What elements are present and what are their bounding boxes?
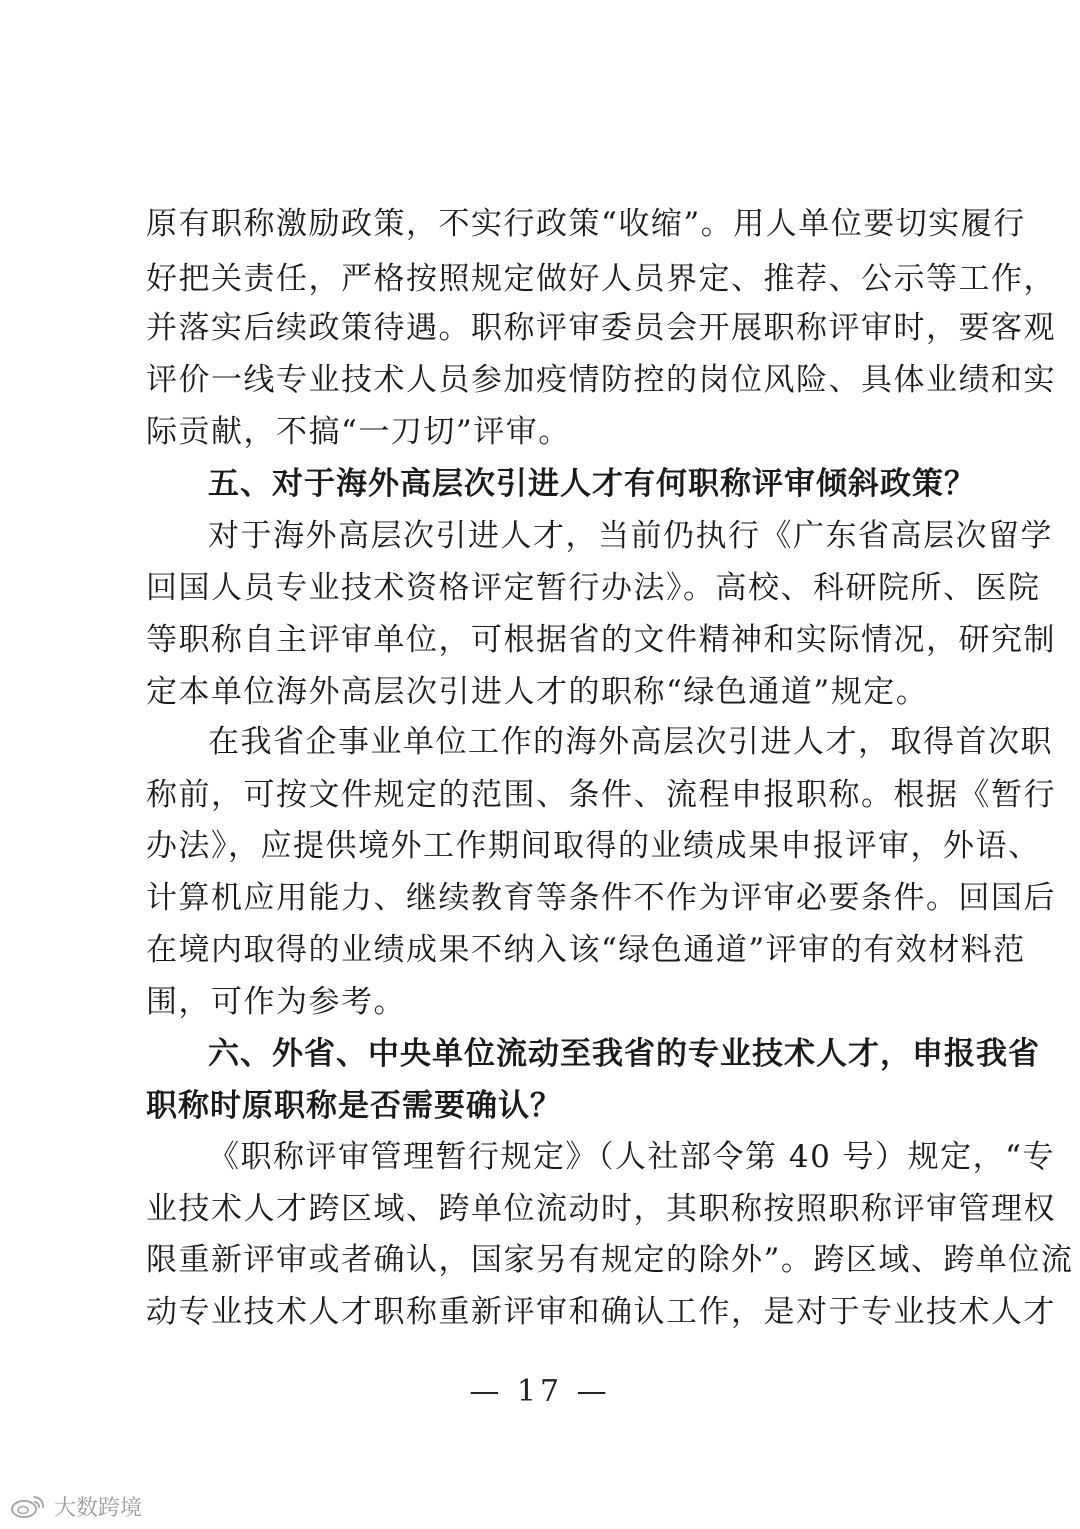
section-heading-6: 六、外省、中央单位流动至我省的专业技术人才，申报我省 (208, 1036, 1040, 1072)
section-heading-6-cont: 职称时原职称是否需要确认？ (146, 1088, 562, 1124)
body-line: 《职称评审管理暂行规定》（人社部令第 40 号）规定，“专 (208, 1139, 1055, 1175)
body-line: 围，可作为参考。 (146, 984, 406, 1020)
section-heading-5: 五、对于海外高层次引进人才有何职称评审倾斜政策？ (208, 466, 976, 502)
body-line: 计算机应用能力、继续教育等条件不作为评审必要条件。回国后 (146, 880, 1056, 916)
body-line: 业技术人才跨区域、跨单位流动时，其职称按照职称评审管理权 (146, 1191, 1056, 1227)
body-line: 称前，可按文件规定的范围、条件、流程申报职称。根据《暂行 (146, 777, 1056, 813)
body-line: 在我省企事业单位工作的海外高层次引进人才，取得首次职 (208, 724, 1053, 760)
body-line: 并落实后续政策待遇。职称评审委员会开展职称评审时，要客观 (146, 310, 1056, 346)
body-line: 原有职称激励政策，不实行政策“收缩”。用人单位要切实履行 (146, 206, 1026, 242)
body-line: 办法》，应提供境外工作期间取得的业绩成果申报评审，外语、 (146, 828, 1041, 864)
watermark (10, 1490, 142, 1522)
body-line: 评价一线专业技术人员参加疫情防控的岗位风险、具体业绩和实 (146, 362, 1056, 398)
body-line: 动专业技术人才职称重新评审和确认工作，是对于专业技术人才 (146, 1294, 1056, 1330)
body-line: 限重新评审或者确认，国家另有规定的除外”。跨区域、跨单位流 (146, 1242, 1074, 1278)
body-line: 定本单位海外高层次引进人才的职称“绿色通道”规定。 (146, 674, 929, 710)
weibo-style-logo-icon (10, 1492, 48, 1520)
body-line: 对于海外高层次引进人才，当前仍执行《广东省高层次留学 (208, 518, 1053, 554)
watermark-text: 大数跨境 (54, 1495, 143, 1521)
body-line: 回国人员专业技术资格评定暂行办法》。高校、科研院所、医院 (146, 570, 1041, 606)
body-line: 际贡献，不搞“一刀切”评审。 (146, 414, 571, 450)
page-number: — 17 — (469, 1374, 611, 1409)
body-line: 好把关责任，严格按照规定做好人员界定、推荐、公示等工作， (146, 261, 1056, 297)
body-line: 在境内取得的业绩成果不纳入该“绿色通道”评审的有效材料范 (146, 932, 1026, 968)
body-line: 等职称自主评审单位，可根据省的文件精神和实际情况，研究制 (146, 622, 1056, 658)
